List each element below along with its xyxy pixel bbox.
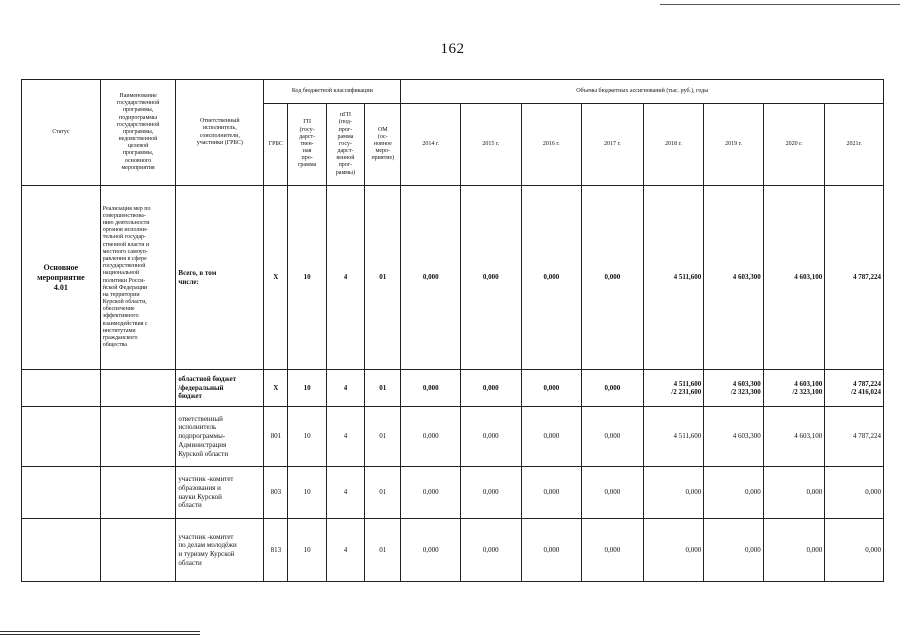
bottom-rule bbox=[0, 634, 200, 635]
text-line: 0,000 bbox=[422, 432, 439, 441]
text-line: ная bbox=[302, 148, 312, 155]
header-year: 2016 г. bbox=[521, 104, 582, 186]
om-cell: 01 bbox=[365, 370, 401, 407]
value-cell bbox=[401, 370, 461, 407]
text-line: 4.01 bbox=[53, 282, 68, 292]
value-cell bbox=[704, 186, 764, 370]
header-status: Статус bbox=[22, 80, 101, 186]
value-cell bbox=[643, 370, 704, 407]
header-name bbox=[100, 80, 176, 186]
text-line: дарст- bbox=[337, 148, 354, 155]
text-line: 0,000 bbox=[604, 488, 621, 497]
text-line: совершенствова- bbox=[102, 212, 146, 219]
text-line: госу- bbox=[338, 140, 352, 147]
text-line: Администрация bbox=[178, 440, 227, 449]
value-cell bbox=[582, 519, 644, 582]
responsible-cell bbox=[176, 467, 264, 519]
text-line: /2 231,600 bbox=[671, 388, 702, 396]
text-line: /2 323,300 bbox=[730, 388, 761, 396]
value-cell bbox=[461, 407, 522, 467]
text-line: 0,000 bbox=[422, 545, 439, 554]
text-line: числе: bbox=[178, 277, 199, 286]
header-budget-code: Код бюджетной классификации bbox=[264, 80, 401, 104]
text-line: 0,000 bbox=[543, 545, 560, 554]
header-year: 2021г. bbox=[825, 104, 884, 186]
value-cell bbox=[521, 186, 582, 370]
value-cell bbox=[763, 370, 825, 407]
text-line: 0,000 bbox=[744, 488, 761, 497]
header-responsible bbox=[176, 80, 264, 186]
text-line: /2 416,024 bbox=[851, 388, 881, 396]
value-cell bbox=[521, 370, 582, 407]
text-line: государственной bbox=[116, 121, 160, 128]
header-year: 2014 г. bbox=[401, 104, 461, 186]
text-line: обеспечение bbox=[102, 306, 135, 313]
text-line: 0,000 bbox=[422, 383, 439, 392]
text-line: областной бюджет bbox=[178, 374, 237, 383]
table-row bbox=[22, 519, 884, 582]
value-cell bbox=[521, 519, 582, 582]
text-line: Курской области bbox=[178, 449, 229, 458]
value-cell bbox=[643, 467, 704, 519]
text-line: ГП bbox=[303, 119, 311, 126]
bottom-rule bbox=[0, 631, 200, 632]
page-number: 162 bbox=[440, 41, 465, 57]
value-cell bbox=[461, 370, 522, 407]
pgp-cell: 4 bbox=[326, 519, 364, 582]
text-line: дарст- bbox=[299, 133, 316, 140]
value-cell bbox=[825, 519, 884, 582]
om-cell: 01 bbox=[365, 519, 401, 582]
value-cell bbox=[401, 407, 461, 467]
budget-table bbox=[21, 79, 884, 582]
text-line: на территории bbox=[102, 291, 140, 298]
text-line: 0,000 bbox=[865, 545, 881, 554]
value-cell bbox=[582, 186, 644, 370]
text-line: по делам молодёжи bbox=[178, 541, 237, 550]
text-line: исполнитель, bbox=[202, 125, 237, 132]
value-cell bbox=[461, 519, 522, 582]
table-row bbox=[22, 467, 884, 519]
header-year: 2019 г. bbox=[704, 104, 764, 186]
text-line: грамма bbox=[297, 162, 317, 169]
text-line: йской Федерации bbox=[102, 284, 148, 291]
text-line: основного bbox=[124, 157, 152, 164]
text-line: венной bbox=[336, 155, 355, 162]
text-line: 0,000 bbox=[482, 545, 499, 554]
table-row bbox=[22, 186, 884, 370]
text-line: 0,000 bbox=[422, 488, 439, 497]
header-year: 2015 г. bbox=[461, 104, 522, 186]
name-cell bbox=[100, 467, 176, 519]
text-line: 0,000 bbox=[744, 545, 761, 554]
text-line: программы, bbox=[122, 150, 154, 157]
status-cell bbox=[22, 407, 101, 467]
value-cell bbox=[704, 370, 764, 407]
header-gp bbox=[288, 104, 326, 186]
text-line: 0,000 bbox=[543, 488, 560, 497]
value-cell bbox=[704, 407, 764, 467]
om-cell: 01 bbox=[365, 407, 401, 467]
pgp-cell: 4 bbox=[326, 370, 364, 407]
text-line: прог- bbox=[338, 162, 353, 169]
value-cell bbox=[643, 519, 704, 582]
gp-cell: 10 bbox=[288, 407, 326, 467]
table-body bbox=[22, 186, 884, 582]
text-line: прог- bbox=[338, 126, 353, 133]
text-line: 4 603,100 bbox=[794, 379, 823, 388]
value-cell bbox=[763, 407, 825, 467]
text-line: 0,000 bbox=[422, 273, 439, 282]
text-line: области bbox=[178, 558, 202, 567]
value-cell bbox=[461, 467, 522, 519]
value-cell bbox=[825, 467, 884, 519]
pgp-cell: 4 bbox=[326, 407, 364, 467]
text-line: новное bbox=[373, 140, 392, 147]
text-line: Основное bbox=[43, 262, 79, 272]
text-line: 4 603,300 bbox=[732, 432, 761, 441]
value-cell bbox=[763, 519, 825, 582]
text-line: подпрограммы bbox=[119, 114, 158, 121]
text-line: бюджет bbox=[178, 392, 202, 401]
top-rule bbox=[660, 4, 900, 5]
responsible-cell bbox=[176, 407, 264, 467]
status-cell bbox=[22, 186, 101, 370]
text-line: 0,000 bbox=[685, 545, 702, 554]
text-line: (госу- bbox=[299, 126, 315, 133]
value-cell bbox=[401, 186, 461, 370]
text-line: взаимодействия с bbox=[102, 320, 148, 327]
header-grbs bbox=[264, 104, 288, 186]
text-line: меро- bbox=[375, 148, 391, 155]
text-line: пГП bbox=[339, 112, 351, 119]
text-line: (под- bbox=[338, 119, 352, 126]
value-cell bbox=[401, 519, 461, 582]
text-line: исполнитель bbox=[178, 423, 217, 432]
status-cell bbox=[22, 519, 101, 582]
text-line: целевой bbox=[127, 143, 149, 150]
text-line: (ос- bbox=[377, 133, 388, 140]
text-line: ОМ bbox=[377, 126, 388, 133]
grbs-cell: Х bbox=[264, 186, 288, 370]
text-line: 0,000 bbox=[604, 383, 621, 392]
value-cell bbox=[521, 467, 582, 519]
text-line: органов исполни- bbox=[102, 227, 148, 234]
value-cell bbox=[582, 407, 644, 467]
value-cell bbox=[825, 407, 884, 467]
text-line: эффективного bbox=[102, 313, 139, 320]
text-line: области bbox=[178, 501, 202, 510]
value-cell bbox=[825, 186, 884, 370]
text-line: рамма bbox=[337, 133, 354, 140]
name-cell bbox=[100, 370, 176, 407]
text-line: Всего, в том bbox=[178, 268, 217, 277]
gp-cell: 10 bbox=[288, 467, 326, 519]
text-line: раммы) bbox=[335, 169, 356, 176]
value-cell bbox=[704, 519, 764, 582]
text-line: 0,000 bbox=[543, 432, 560, 441]
responsible-cell bbox=[176, 519, 264, 582]
text-line: /федеральный bbox=[178, 383, 224, 392]
header-year: 2018 г. bbox=[643, 104, 704, 186]
text-line: 4 603,300 bbox=[732, 273, 761, 282]
text-line: ответственный bbox=[178, 414, 223, 423]
text-line: тельной государ- bbox=[102, 234, 147, 241]
text-line: 4 787,224 bbox=[853, 273, 881, 282]
text-line: 0,000 bbox=[604, 545, 621, 554]
name-cell bbox=[100, 407, 176, 467]
value-cell bbox=[643, 186, 704, 370]
text-line: ведомственной bbox=[118, 136, 158, 143]
status-cell bbox=[22, 467, 101, 519]
text-line: про- bbox=[301, 155, 313, 162]
text-line: 4 603,100 bbox=[794, 432, 823, 441]
gp-cell: 10 bbox=[288, 370, 326, 407]
name-cell bbox=[100, 519, 176, 582]
value-cell bbox=[763, 186, 825, 370]
responsible-cell bbox=[176, 370, 264, 407]
text-line: 4 603,300 bbox=[732, 379, 761, 388]
text-line: приятие) bbox=[371, 155, 395, 162]
text-line: 0,000 bbox=[604, 273, 621, 282]
header-pgp bbox=[326, 104, 364, 186]
text-line: ГРБС bbox=[268, 140, 283, 147]
text-line: /2 323,100 bbox=[792, 388, 823, 396]
text-line: подпрограммы- bbox=[178, 432, 226, 441]
text-line: участники (ГРБС) bbox=[196, 139, 243, 146]
text-line: образования и bbox=[178, 483, 221, 492]
om-cell: 01 bbox=[365, 186, 401, 370]
text-line: нию деятельности bbox=[102, 220, 150, 226]
text-line: 0,000 bbox=[604, 432, 621, 441]
text-line: участник -комитет bbox=[178, 532, 234, 541]
text-line: 4 511,600 bbox=[673, 432, 702, 441]
text-line: мероприятия bbox=[121, 164, 155, 171]
text-line: Реализация мер по bbox=[102, 205, 151, 212]
value-cell bbox=[461, 186, 522, 370]
text-line: 4 787,224 bbox=[853, 379, 881, 388]
text-line: местного самоуп- bbox=[102, 248, 148, 255]
text-line: Ответственный bbox=[200, 118, 240, 125]
text-line: 4 603,100 bbox=[794, 273, 823, 282]
table-row bbox=[22, 370, 884, 407]
value-cell bbox=[643, 407, 704, 467]
table-row bbox=[22, 407, 884, 467]
text-line: Наименование bbox=[119, 92, 157, 99]
text-line: 0,000 bbox=[865, 488, 881, 497]
status-cell bbox=[22, 370, 101, 407]
text-line: государственной bbox=[102, 263, 146, 270]
value-cell bbox=[582, 370, 644, 407]
text-line: 0,000 bbox=[685, 488, 702, 497]
value-cell bbox=[704, 467, 764, 519]
text-line: твен- bbox=[300, 140, 314, 147]
header-year: 2017 г. bbox=[582, 104, 644, 186]
text-line: политики Росси- bbox=[102, 277, 146, 284]
text-line: Курской области, bbox=[102, 299, 147, 306]
text-line: 4 787,224 bbox=[853, 432, 881, 441]
text-line: 0,000 bbox=[482, 383, 499, 392]
text-line: мероприятие bbox=[37, 272, 85, 282]
text-line: равления в сфере bbox=[102, 255, 147, 262]
header-volumes: Объемы бюджетных ассигнований (тыс. руб.), годы bbox=[401, 80, 884, 104]
header-year: 2020 г. bbox=[763, 104, 825, 186]
grbs-cell: 801 bbox=[264, 407, 288, 467]
text-line: 4 511,600 bbox=[673, 379, 702, 388]
text-line: государственной bbox=[116, 100, 160, 107]
value-cell bbox=[825, 370, 884, 407]
text-line: участник -комитет bbox=[178, 475, 234, 483]
text-line: 0,000 bbox=[806, 488, 823, 497]
value-cell bbox=[763, 467, 825, 519]
name-cell bbox=[100, 186, 176, 370]
grbs-cell: 813 bbox=[264, 519, 288, 582]
text-line: 4 511,600 bbox=[673, 273, 702, 282]
grbs-cell: 803 bbox=[264, 467, 288, 519]
text-line: 0,000 bbox=[482, 273, 499, 282]
pgp-cell: 4 bbox=[326, 186, 364, 370]
text-line: программы, bbox=[122, 128, 154, 135]
gp-cell: 10 bbox=[288, 186, 326, 370]
text-line: соисполнители, bbox=[199, 132, 240, 139]
text-line: институтами bbox=[102, 327, 136, 334]
text-line: науки Курской bbox=[178, 492, 222, 501]
text-line: национальной bbox=[102, 270, 140, 277]
pgp-cell: 4 bbox=[326, 467, 364, 519]
value-cell bbox=[401, 467, 461, 519]
header-om bbox=[365, 104, 401, 186]
grbs-cell: Х bbox=[264, 370, 288, 407]
text-line: 0,000 bbox=[543, 273, 560, 282]
text-line: общества bbox=[102, 342, 127, 349]
text-line: 0,000 bbox=[806, 545, 823, 554]
text-line: 0,000 bbox=[482, 432, 499, 441]
text-line: программы, bbox=[122, 107, 154, 114]
text-line: 0,000 bbox=[482, 488, 499, 497]
text-line: гражданского bbox=[102, 335, 138, 341]
text-line: и туризму Курской bbox=[178, 550, 235, 558]
responsible-cell bbox=[176, 186, 264, 370]
value-cell bbox=[521, 407, 582, 467]
om-cell: 01 bbox=[365, 467, 401, 519]
gp-cell: 10 bbox=[288, 519, 326, 582]
header-row-1 bbox=[22, 80, 884, 104]
value-cell bbox=[582, 467, 644, 519]
text-line: 0,000 bbox=[543, 383, 560, 392]
text-line: ственной власти и bbox=[102, 241, 150, 248]
